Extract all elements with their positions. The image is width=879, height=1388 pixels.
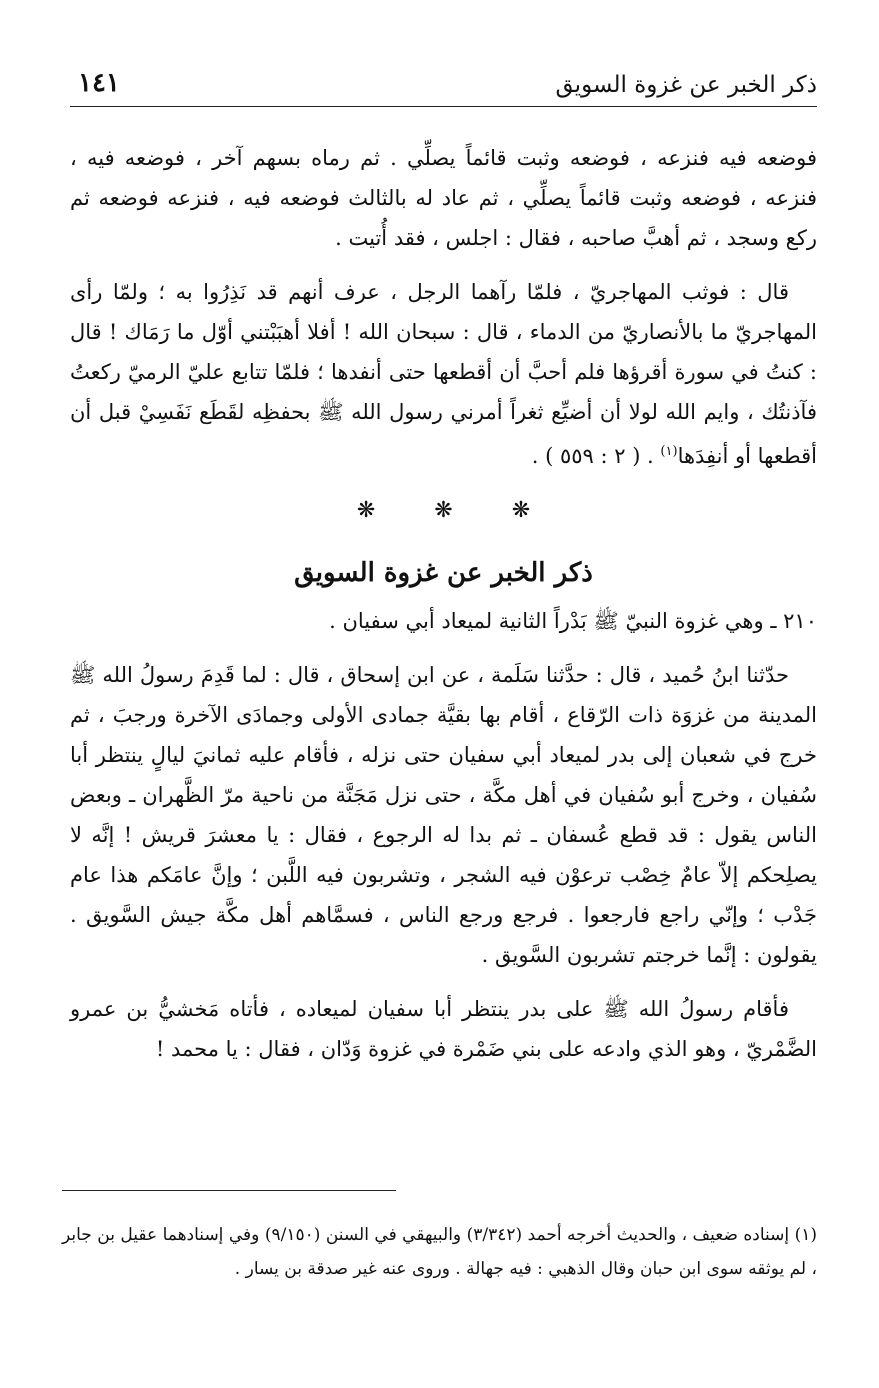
section-title: ذكر الخبر عن غزوة السويق bbox=[294, 558, 593, 588]
main-text bbox=[70, 138, 817, 1083]
footnote-divider bbox=[62, 1190, 396, 1191]
running-header bbox=[70, 62, 817, 107]
footnote-reference[interactable]: (١) bbox=[660, 444, 678, 459]
page-number: ١٤١ bbox=[78, 68, 120, 98]
paragraph-2-text: قال : فوثب المهاجريّ ، فلمّا رآهما الرجل ، عرف أنهم قد نَذِرُوا به ؛ ولمّا رأى المهاجريّ ما بالأنصاريّ من الدماء ، قال : سبحان الله ! أفلا أهبَبْتني أوّل ما رَمَاك ! قال : كنتُ في سورة أقرؤها فلم أحبَّ أن أقطعها حتى أنفدها ؛ فلمّا تتابع عليّ الرميّ ركعتُ فآذنتُك ، وايم الله لولا أن أضيِّع ثغراً أمرني رسول الله ﷺ بحفظِه لقَطَع نَفَسِيْ قبل أن أقطعها أو أنفِدَها bbox=[70, 280, 817, 468]
footnotes bbox=[62, 1218, 817, 1286]
entry-line: ٢١٠ ـ وهي غزوة النبيّ ﷺ بَدْراً الثانية لميعاد أبي سفيان . bbox=[329, 609, 817, 633]
section-paragraph-1: حدّثنا ابنُ حُميد ، قال : حدَّثنا سَلَمة ، عن ابن إسحاق ، قال : لما قَدِمَ رسولُ الله ﷺ المدينة من غزوَة ذات الرّقاع ، أقام بها بقيَّة جمادى الأولى وجمادَى الآخرة ورجبَ ، ثم خرج في شعبان إلى بدر لميعاد أبي سفيان حتى نزله ، فأقام عليه ثمانيَ ليالٍ ينتظر أبا سُفيان ، وخرج أبو سُفيان في أهل مكَّة ، حتى نزل مَجَنَّة من ناحية مرّ الظَّهران ـ وبعض الناس يقول : قد قطع عُسفان ـ ثم بدا له الرجوع ، فقال : يا معشرَ قريش ! إنَّه لا يصلِحكم إلاّ عامٌ خِصْب ترعوْن فيه الشجر ، وتشربون فيه اللَّبن ؛ وإنَّ عامَكم هذا عام جَدْب ؛ وإنّي راجع فارجعوا . فرجع ورجع الناس ، فسمَّاهم أهل مكَّة جيش السَّويق . يقولون : إنَّما خرجتم تشربون السَّويق . bbox=[70, 663, 817, 967]
paragraph-2 bbox=[70, 272, 817, 476]
paragraph-1: فوضعه فيه فنزعه ، فوضعه وثبت قائماً يصلِّي . ثم رماه بسهم آخر ، فوضعه فيه ، فنزعه ، فوضعه وثبت قائماً يصلِّي ، ثم عاد له بالثالث فوضعه فيه ، فنزعه فوضعه ثم ركع وسجد ، ثم أهبَّ صاحبه ، فقال : اجلس ، فقد أُتيت . bbox=[70, 146, 817, 250]
section-paragraph-2: فأقام رسولُ الله ﷺ على بدر ينتظر أبا سفيان لميعاده ، فأتاه مَخشيُّ بن عمرو الضَّمْريّ ، وهو الذي وادعه على بني ضَمْرة في غزوة وَدّان ، فقال : يا محمد ! bbox=[70, 997, 817, 1061]
footnote-1: (١) إسناده ضعيف ، والحديث أخرجه أحمد (٣/٣٤٢) والبيهقي في السنن (٩/١٥٠) وفي إسنادهما عقيل بن جابر ، لم يوثقه سوى ابن حبان وقال الذهبي : فيه جهالة . وروى عنه غير صدقة بن يسار . bbox=[62, 1225, 817, 1279]
running-title: ذكر الخبر عن غزوة السويق bbox=[555, 72, 817, 98]
section-separator: ❋ ❋ ❋ bbox=[356, 498, 557, 523]
paragraph-2-citation: . ( ٢ : ٥٥٩ ) . bbox=[531, 444, 661, 468]
